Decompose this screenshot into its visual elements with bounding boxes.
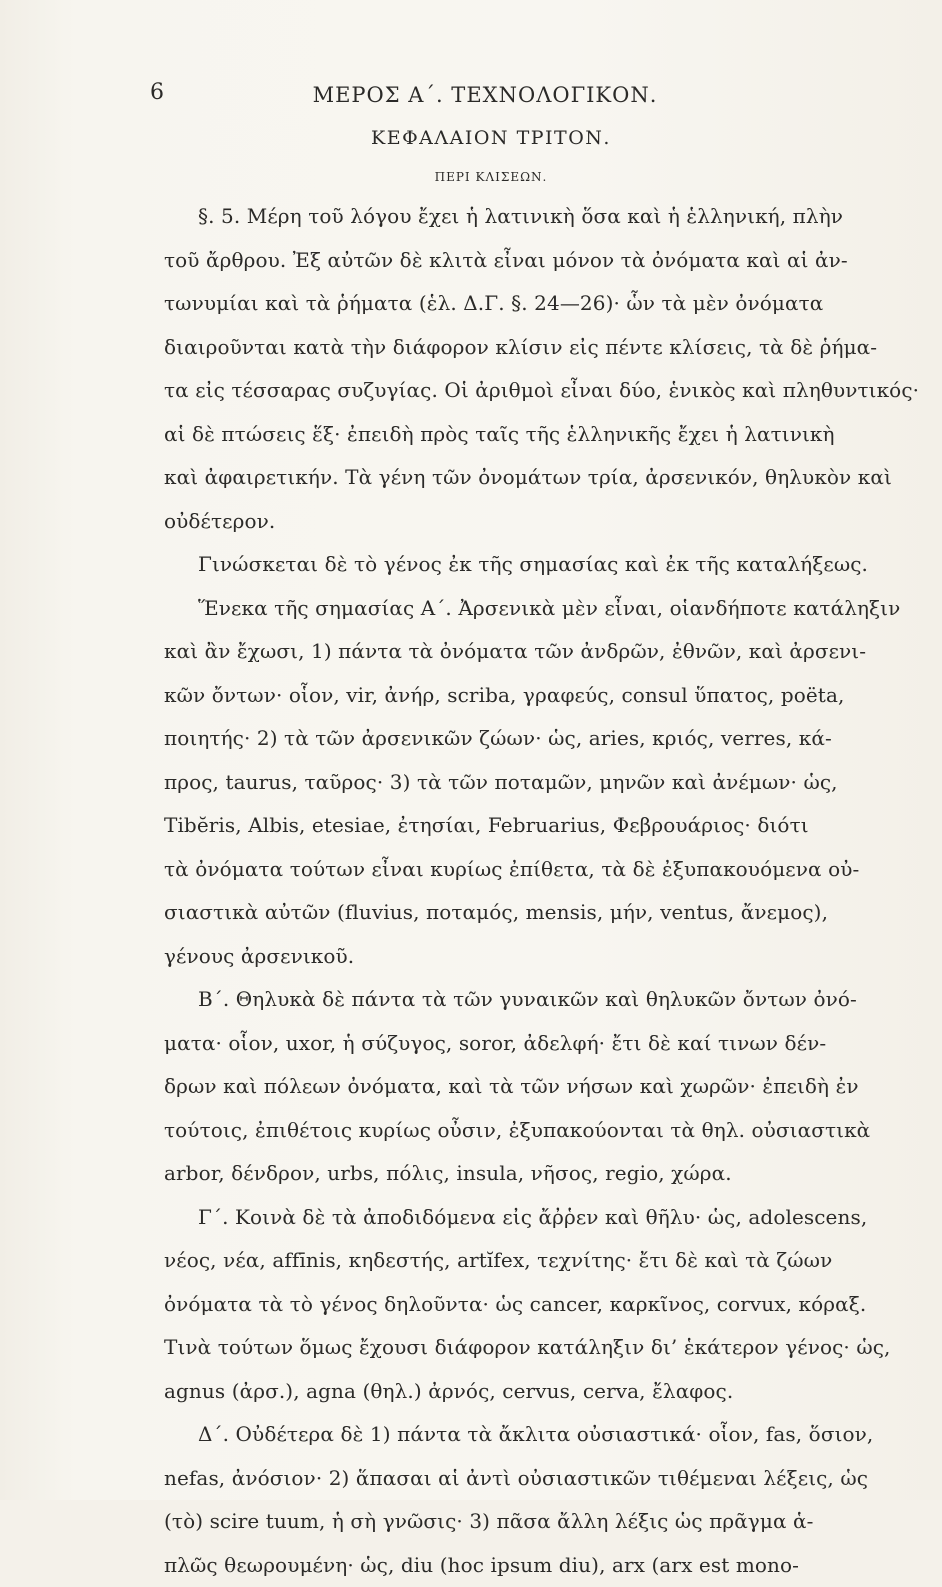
text-line: Γινώσκεται δὲ τὸ γένος ἐκ τῆς σημασίας καὶ ἐκ τῆς καταλήξεως. [164,543,934,587]
text-line: καὶ ἂν ἔχωσι, 1) πάντα τὰ ὀνόματα τῶν ἀνδρῶν, ἐθνῶν, καὶ ἀρσενι- [164,630,934,674]
text-line: Tibĕris, Albis, etesiae, ἐτησίαι, Februarius, Φεβρουάριος· διότι [164,804,934,848]
text-line: διαιροῦνται κατὰ τὴν διάφορον κλίσιν εἰς πέντε κλίσεις, τὰ δὲ ῥήμα- [164,326,934,370]
section-title: ΠΕΡΙ ΚΛΙΣΕΩΝ. [0,170,942,184]
text-line: Γ΄. Κοινὰ δὲ τὰ ἀποδιδόμενα εἰς ἄῤῥεν καὶ θῆλυ· ὡς, adolescens, [164,1196,934,1240]
text-line: Β΄. Θηλυκὰ δὲ πάντα τὰ τῶν γυναικῶν καὶ θηλυκῶν ὄντων ὀνό- [164,978,934,1022]
text-line: τα εἰς τέσσαρας συζυγίας. Οἱ ἀριθμοὶ εἶναι δύο, ἑνικὸς καὶ πληθυντικός· [164,369,934,413]
text-line: τὰ ὀνόματα τούτων εἶναι κυρίως ἐπίθετα, τὰ δὲ ἐξυπακουόμενα οὐ- [164,848,934,892]
chapter-title: ΚΕΦΑΛΑΙΟΝ ΤΡΙΤΟΝ. [0,127,942,149]
text-line: καὶ ἀφαιρετικήν. Τὰ γένη τῶν ὀνομάτων τρία, ἀρσενικόν, θηλυκὸν καὶ [164,456,934,500]
text-line: δρων καὶ πόλεων ὀνόματα, καὶ τὰ τῶν νήσων καὶ χωρῶν· ἐπειδὴ ἐν [164,1065,934,1109]
text-line: Ἕνεκα τῆς σημασίας Α΄. Ἀρσενικὰ μὲν εἶναι, οἱανδήποτε κατάληξιν [164,587,934,631]
text-line: ματα· οἷον, uxor, ἡ σύζυγος, soror, ἀδελφή· ἔτι δὲ καί τινων δέν- [164,1022,934,1066]
text-line: αἱ δὲ πτώσεις ἕξ· ἐπειδὴ πρὸς ταῖς τῆς ἑλληνικῆς ἔχει ἡ λατινικὴ [164,413,934,457]
text-line: ὀνόματα τὰ τὸ γένος δηλοῦντα· ὡς cancer, καρκῖνος, corvux, κόραξ. [164,1283,934,1327]
text-line: Τινὰ τούτων ὅμως ἔχουσι διάφορον κατάληξιν δι’ ἑκάτερον γένος· ὡς, [164,1326,934,1370]
text-line: προς, taurus, ταῦρος· 3) τὰ τῶν ποταμῶν, μηνῶν καὶ ἀνέμων· ὡς, [164,761,934,805]
text-line: arbor, δένδρον, urbs, πόλις, insula, νῆσος, regio, χώρα. [164,1152,934,1196]
body-text [164,195,934,1587]
text-line: πλῶς θεωρουμένη· ὡς, diu (hoc ipsum diu), arx (arx est mono- [164,1544,934,1587]
text-line: νέος, νέα, affīnis, κηδεστής, artĭfex, τεχνίτης· ἔτι δὲ καὶ τὰ ζώων [164,1239,934,1283]
text-line: nefas, ἀνόσιον· 2) ἅπασαι αἱ ἀντὶ οὐσιαστικῶν τιθέμεναι λέξεις, ὡς [164,1457,934,1501]
text-line: γένους ἀρσενικοῦ. [164,935,934,979]
text-line: τοῦ ἄρθρου. Ἐξ αὐτῶν δὲ κλιτὰ εἶναι μόνον τὰ ὀνόματα καὶ αἱ ἀν- [164,239,934,283]
text-line: σιαστικὰ αὐτῶν (fluvius, ποταμός, mensis, μήν, ventus, ἄνεμος), [164,891,934,935]
text-line: §. 5. Μέρη τοῦ λόγου ἔχει ἡ λατινικὴ ὅσα καὶ ἡ ἑλληνική, πλὴν [164,195,934,239]
text-line: τωνυμίαι καὶ τὰ ῥήματα (ἑλ. Δ.Γ. §. 24—26)· ὧν τὰ μὲν ὀνόματα [164,282,934,326]
text-line: κῶν ὄντων· οἷον, vir, ἀνήρ, scriba, γραφεύς, consul ὕπατος, poëta, [164,674,934,718]
text-line: (τὸ) scire tuum, ἡ σὴ γνῶσις· 3) πᾶσα ἄλλη λέξις ὡς πρᾶγμα ἁ- [164,1500,934,1544]
text-line: agnus (ἀρσ.), agna (θηλ.) ἀρνός, cervus, cerva, ἔλαφος. [164,1370,934,1414]
text-line: οὐδέτερον. [164,500,934,544]
page-number: 6 [150,80,164,105]
text-line: Δ΄. Οὐδέτερα δὲ 1) πάντα τὰ ἄκλιτα οὐσιαστικά· οἷον, fas, ὅσιον, [164,1413,934,1457]
running-head: ΜΕΡΟΣ Α΄. ΤΕΧΝΟΛΟΓΙΚΟΝ. [0,83,942,107]
text-line: τούτοις, ἐπιθέτοις κυρίως οὖσιν, ἐξυπακούονται τὰ θηλ. οὐσιαστικὰ [164,1109,934,1153]
text-line: ποιητής· 2) τὰ τῶν ἀρσενικῶν ζώων· ὡς, aries, κριός, verres, κά- [164,717,934,761]
